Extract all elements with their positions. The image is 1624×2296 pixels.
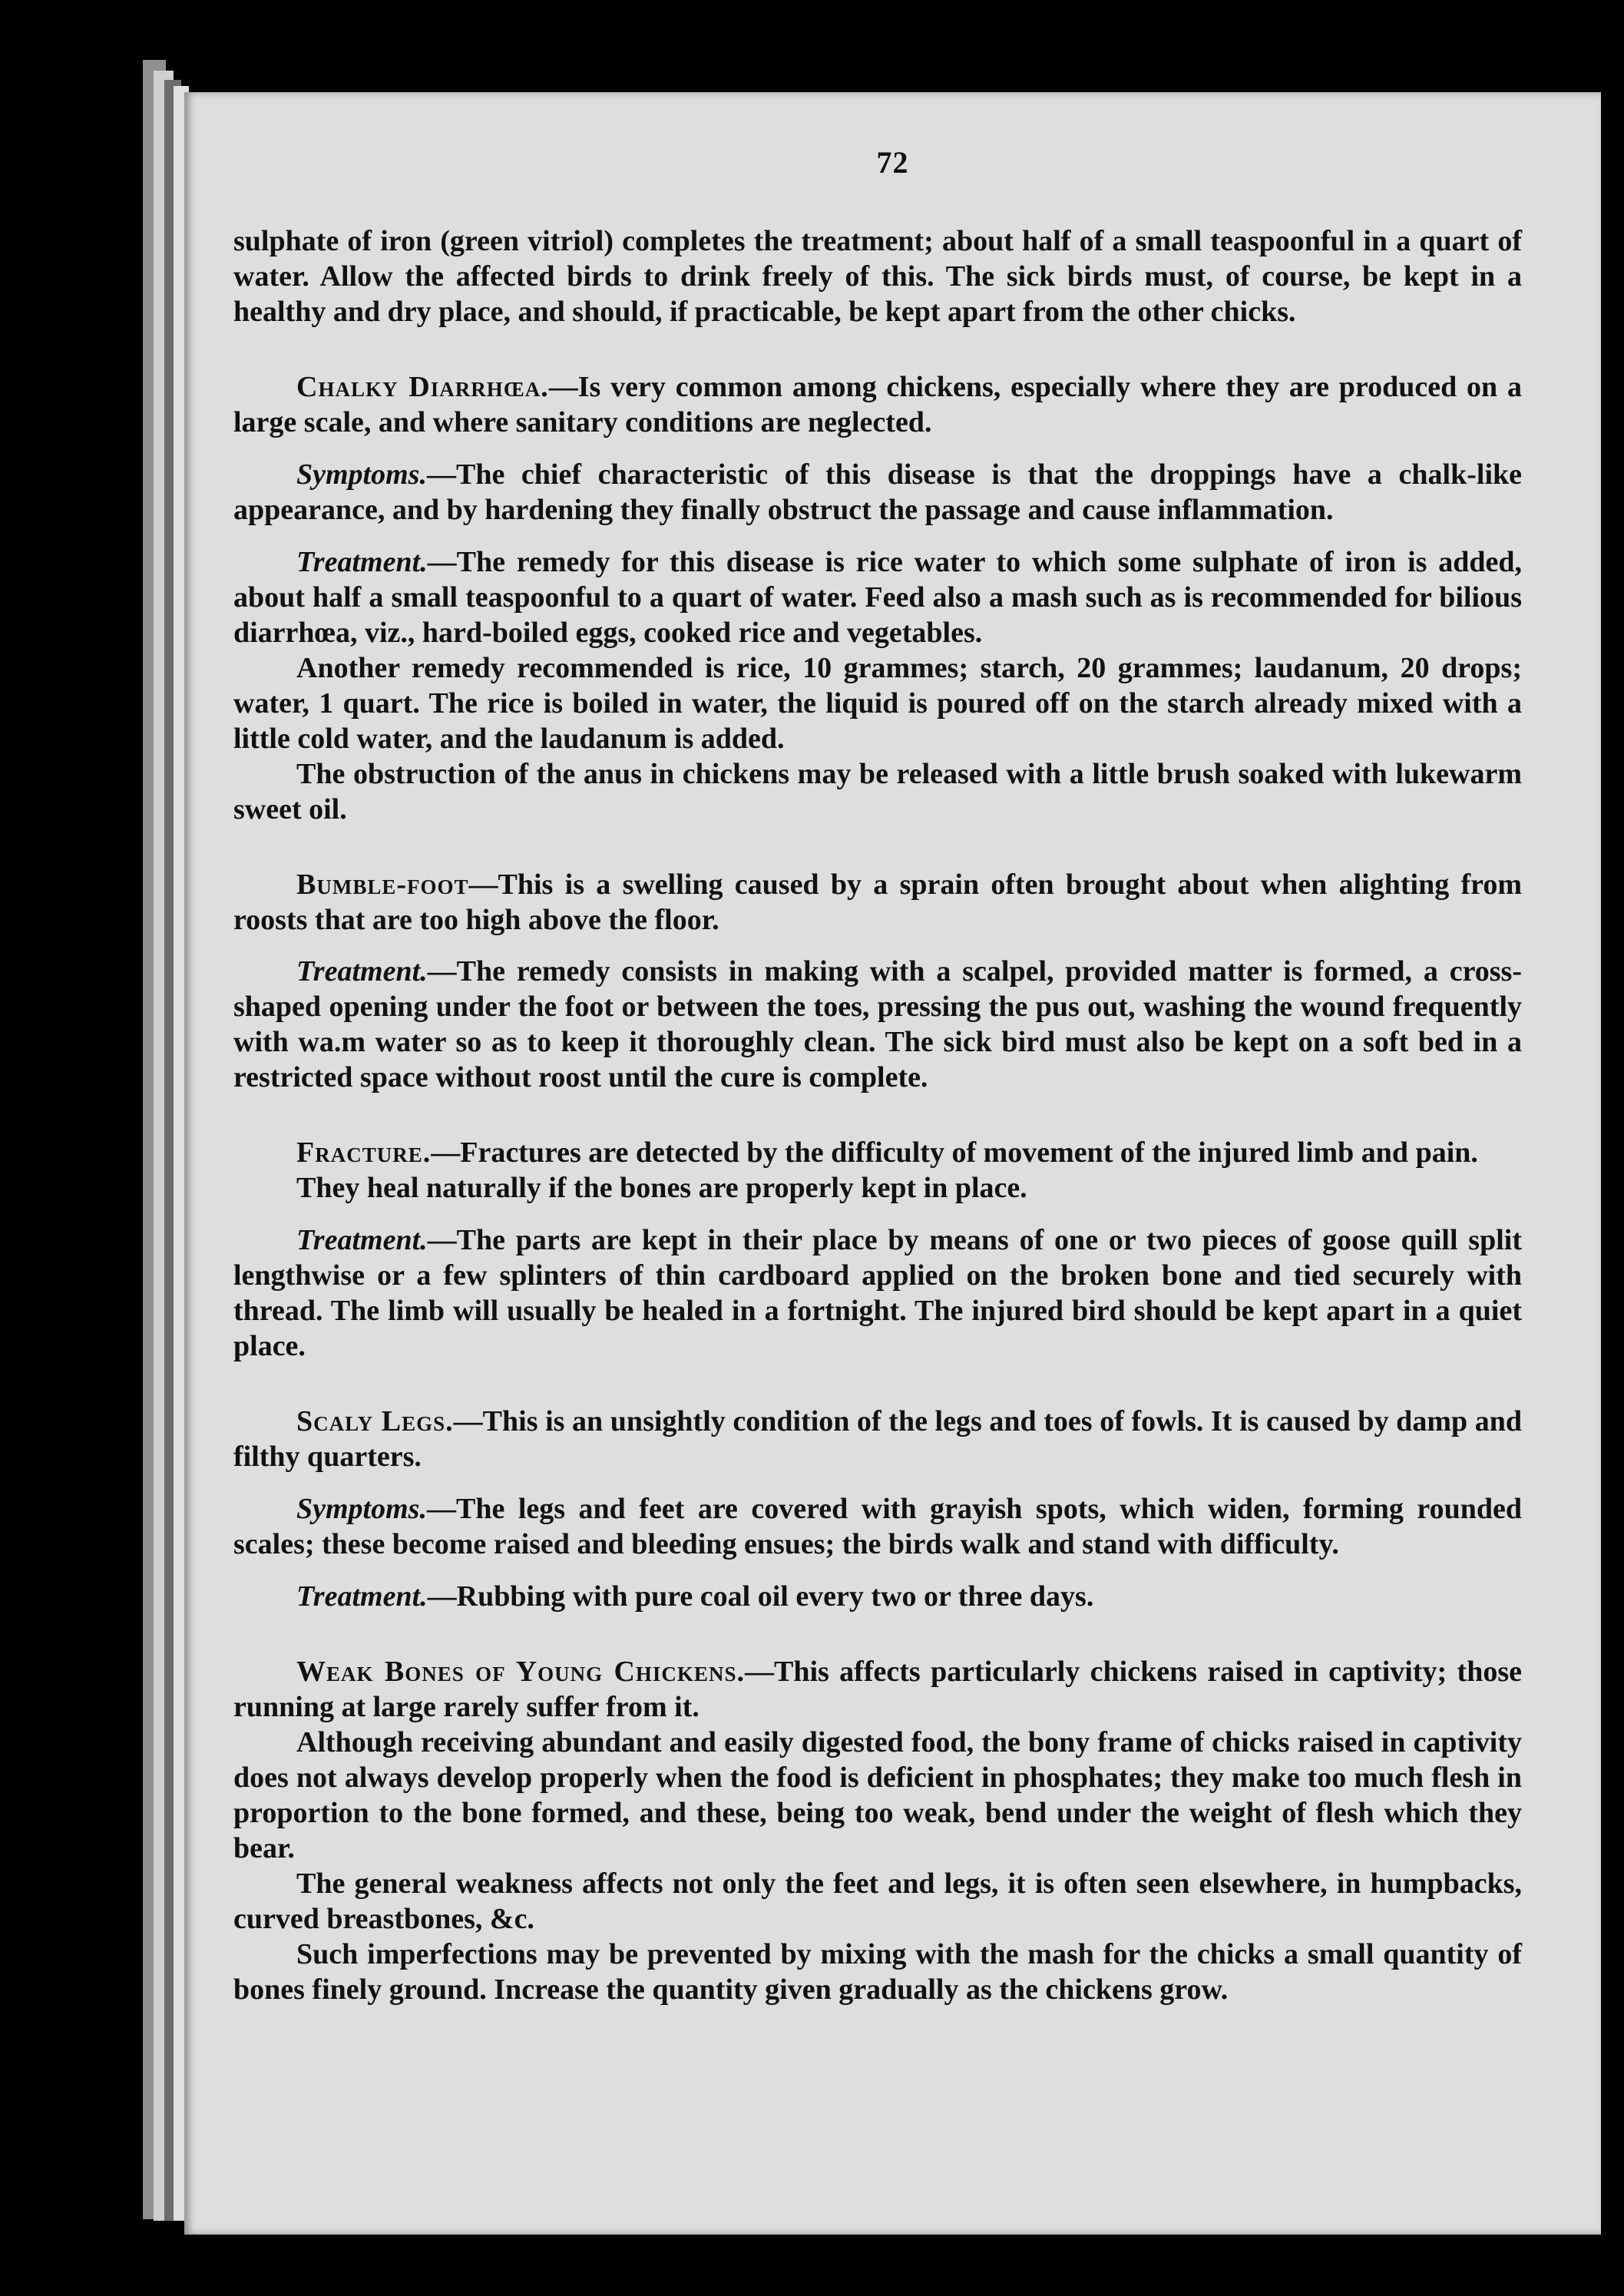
section-heading: Bumble-foot: [296, 868, 469, 901]
paragraph-text: They heal naturally if the bones are properly kept in place.: [296, 1172, 1027, 1205]
paragraph-text: The general weakness affects not only the feet and legs, it is often seen elsewhere, in humpbacks, curved breastbones, &c.: [233, 1867, 1522, 1935]
paragraph-weak-prevent: [233, 1937, 1522, 2008]
paragraph-fracture-treatment: [233, 1223, 1522, 1365]
subheading-symptoms: Symptoms.: [296, 458, 427, 491]
subheading-treatment: Treatment.: [296, 1580, 428, 1613]
subheading-treatment: Treatment.: [296, 955, 428, 988]
page-body: [233, 224, 1522, 2008]
paragraph-text: Although receiving abundant and easily digested food, the bony frame of chicks raised in captivity does not always develop properly when the food is deficient in phosphates; they make too much flesh in proportion to the bone formed, and these, being too weak, bend under the weight of flesh which they bear.: [233, 1725, 1522, 1864]
section-bumble-foot: [233, 868, 1522, 938]
section-heading: Fracture.: [296, 1136, 432, 1170]
paragraph-text: The obstruction of the anus in chickens may be released with a little brush soaked with lukewarm sweet oil.: [233, 757, 1522, 825]
page-number: 72: [876, 145, 909, 180]
paragraph-chalky-obstruction: [233, 757, 1522, 828]
section-heading: Chalky Diarrhœa.: [296, 370, 549, 403]
paragraph-scaly-symptoms: [233, 1492, 1522, 1563]
paragraph-chalky-remedy: [233, 651, 1522, 757]
paragraph-text: —Rubbing with pure coal oil every two or three days.: [427, 1580, 1094, 1613]
section-scaly-legs: [233, 1404, 1522, 1475]
section-fracture: [233, 1136, 1522, 1171]
paragraph-text: Such imperfections may be prevented by mixing with the mash for the chicks a small quantity of bones finely ground. Increase the quantity given gradually as the chickens grow.: [233, 1937, 1522, 2006]
paragraph-weak-food: [233, 1725, 1522, 1867]
paragraph-text: —The chief characteristic of this disease is that the droppings have a chalk-like appearance, and by hardening they finally obstruct the passage and cause inflammation.: [233, 458, 1522, 526]
paragraph-text: —This is an unsightly condition of the legs and toes of fowls. It is caused by damp and filthy quarters.: [233, 1405, 1522, 1474]
paragraph-text: —The parts are kept in their place by means of one or two pieces of goose quill split lengthwise or a few splinters of thin cardboard applied on the broken bone and tied securely with thread. The limb will usually be healed in a fortnight. The injured bird should be kept apart in a quiet place.: [233, 1224, 1522, 1363]
paragraph-scaly-treatment: [233, 1580, 1522, 1615]
section-chalky-diarrhoea: [233, 370, 1522, 441]
subheading-treatment: Treatment.: [296, 1224, 428, 1257]
paragraph-text: —This affects particularly chickens raised in captivity; those running at large rarely suffer from it.: [233, 1656, 1522, 1723]
paragraph-text: sulphate of iron (green vitriol) completes the treatment; about half of a small teaspoonful in a quart of water. Allow the affected birds to drink freely of this. The sick birds must, of course, be kept in a healthy and dry place, and should, if practicable, be kept apart from the other chicks.: [233, 225, 1522, 328]
paragraph-text: —The remedy consists in making with a scalpel, provided matter is formed, a cross-shaped opening under the foot or between the toes, pressing the pus out, washing the wound frequently with wa.m water so as to keep it thoroughly clean. The sick bird must also be kept on a soft bed in a restricted space without roost until the cure is complete.: [233, 955, 1522, 1094]
paragraph-text: —This is a swelling caused by a sprain often brought about when alighting from roosts that are too high above the floor.: [233, 868, 1522, 936]
section-weak-bones: [233, 1655, 1522, 1725]
paragraph-text: —The remedy for this disease is rice water to which some sulphate of iron is added, about half a small teaspoonful to a quart of water. Feed also a mash such as is recommended for bilious diarrhœa, viz., hard-boiled eggs, cooked rice and vegetables.: [233, 545, 1522, 649]
book-page: [184, 92, 1601, 2235]
paragraph-chalky-symptoms: [233, 458, 1522, 528]
paragraph-bumble-treatment: [233, 954, 1522, 1096]
paragraph-text: —Fractures are detected by the difficulty of movement of the injured limb and pain.: [431, 1136, 1478, 1170]
subheading-symptoms: Symptoms.: [296, 1493, 427, 1526]
paragraph-text: —The legs and feet are covered with grayish spots, which widen, forming rounded scales; these become raised and bleeding ensues; the birds walk and stand with difficulty.: [233, 1493, 1522, 1561]
paragraph-text: Another remedy recommended is rice, 10 grammes; starch, 20 grammes; laudanum, 20 drops; water, 1 quart. The rice is boiled in water, the liquid is poured off on the starch already mixed with a little cold water, and the laudanum is added.: [233, 651, 1522, 755]
paragraph-intro: [233, 224, 1522, 330]
paragraph-fracture-heal: [233, 1171, 1522, 1206]
paragraph-text: —Is very common among chickens, especially where they are produced on a large scale, and where sanitary conditions are neglected.: [233, 370, 1523, 438]
paragraph-chalky-treatment: [233, 545, 1522, 651]
section-heading: Weak Bones of Young Chickens.: [296, 1656, 745, 1688]
paragraph-weak-general: [233, 1867, 1522, 1937]
subheading-treatment: Treatment.: [296, 545, 428, 578]
section-heading: Scaly Legs.: [296, 1405, 454, 1438]
